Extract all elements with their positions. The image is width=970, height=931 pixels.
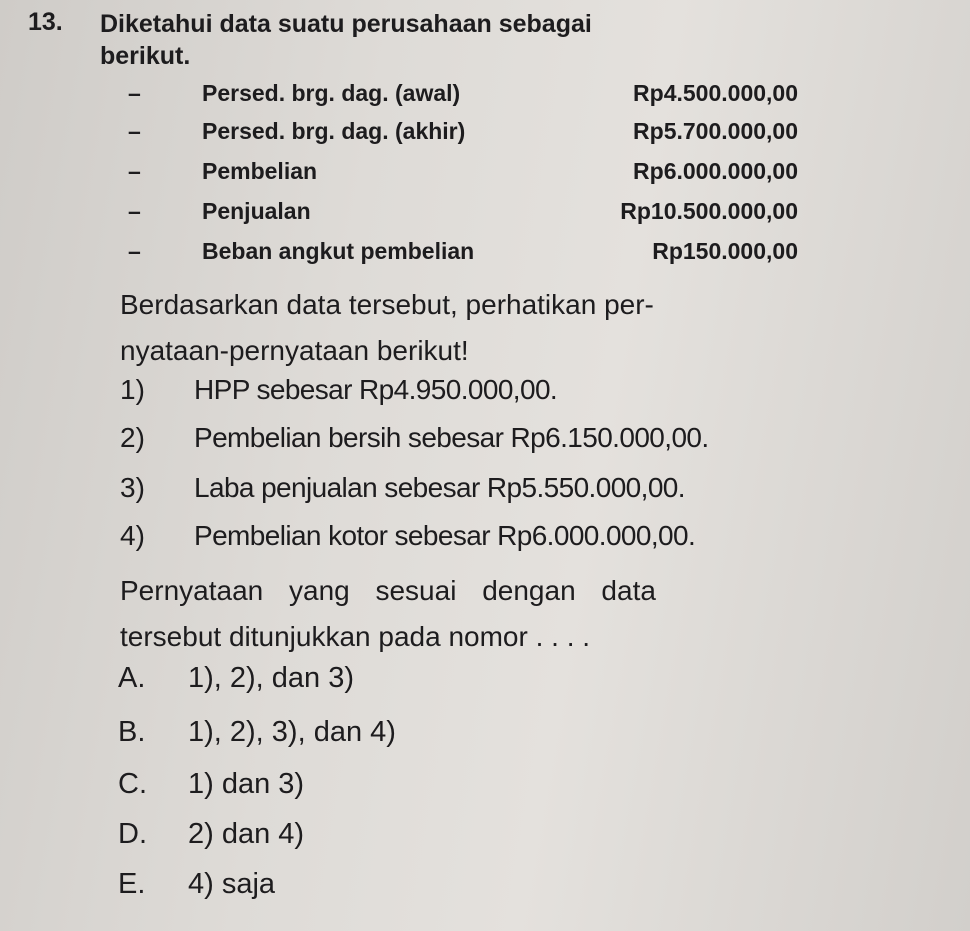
data-value: Rp4.500.000,00 xyxy=(633,80,798,106)
data-item xyxy=(128,158,798,192)
data-label: Beban angkut pembelian xyxy=(202,238,475,264)
data-item xyxy=(128,118,798,152)
option-letter: B. xyxy=(118,716,146,748)
data-item xyxy=(128,80,798,114)
data-label: Persed. brg. dag. (awal) xyxy=(202,80,461,106)
data-label: Pembelian xyxy=(202,158,318,184)
option-text: 4) saja xyxy=(188,868,276,900)
question-prompt xyxy=(120,568,656,660)
option-text: 2) dan 4) xyxy=(188,818,305,850)
question-number: 13. xyxy=(28,8,63,36)
data-bullet: – xyxy=(128,118,141,144)
statement-number: 4) xyxy=(120,520,145,551)
option-letter: C. xyxy=(118,768,147,800)
data-label: Penjualan xyxy=(202,198,311,224)
data-bullet: – xyxy=(128,198,141,224)
data-item xyxy=(128,238,798,272)
data-value: Rp150.000,00 xyxy=(652,238,798,264)
statement-text: HPP sebesar Rp4.950.000,00. xyxy=(194,374,558,405)
prompt-line-1: Pernyataan yang sesuai dengan data xyxy=(120,575,656,606)
data-value: Rp10.500.000,00 xyxy=(620,198,798,224)
prompt-line-2: tersebut ditunjukkan pada nomor . . . . xyxy=(120,621,591,652)
instruction-line-2: nyataan-pernyataan berikut! xyxy=(120,335,469,366)
statement-text: Laba penjualan sebesar Rp5.550.000,00. xyxy=(194,472,685,503)
instruction-text xyxy=(120,282,654,374)
data-value: Rp5.700.000,00 xyxy=(633,118,798,144)
option-letter: E. xyxy=(118,868,146,900)
statement-text: Pembelian kotor sebesar Rp6.000.000,00. xyxy=(194,520,696,551)
option-text: 1) dan 3) xyxy=(188,768,305,800)
data-value: Rp6.000.000,00 xyxy=(633,158,798,184)
option-letter: A. xyxy=(118,662,146,694)
data-bullet: – xyxy=(128,238,141,264)
statement-text: Pembelian bersih sebesar Rp6.150.000,00. xyxy=(194,422,709,453)
intro-line-2: berikut. xyxy=(100,42,191,70)
option-letter: D. xyxy=(118,818,147,850)
statement-number: 2) xyxy=(120,422,145,453)
data-bullet: – xyxy=(128,80,141,106)
statement-number: 3) xyxy=(120,472,145,503)
data-label: Persed. brg. dag. (akhir) xyxy=(202,118,466,144)
instruction-line-1: Berdasarkan data tersebut, perhatikan per- xyxy=(120,289,654,320)
intro-line-1: Diketahui data suatu perusahaan sebagai xyxy=(100,10,592,38)
data-bullet: – xyxy=(128,158,141,184)
option-text: 1), 2), dan 3) xyxy=(188,662,355,694)
statement-number: 1) xyxy=(120,374,145,405)
question-intro xyxy=(100,8,800,72)
data-item xyxy=(128,198,798,232)
option-text: 1), 2), 3), dan 4) xyxy=(188,716,396,748)
